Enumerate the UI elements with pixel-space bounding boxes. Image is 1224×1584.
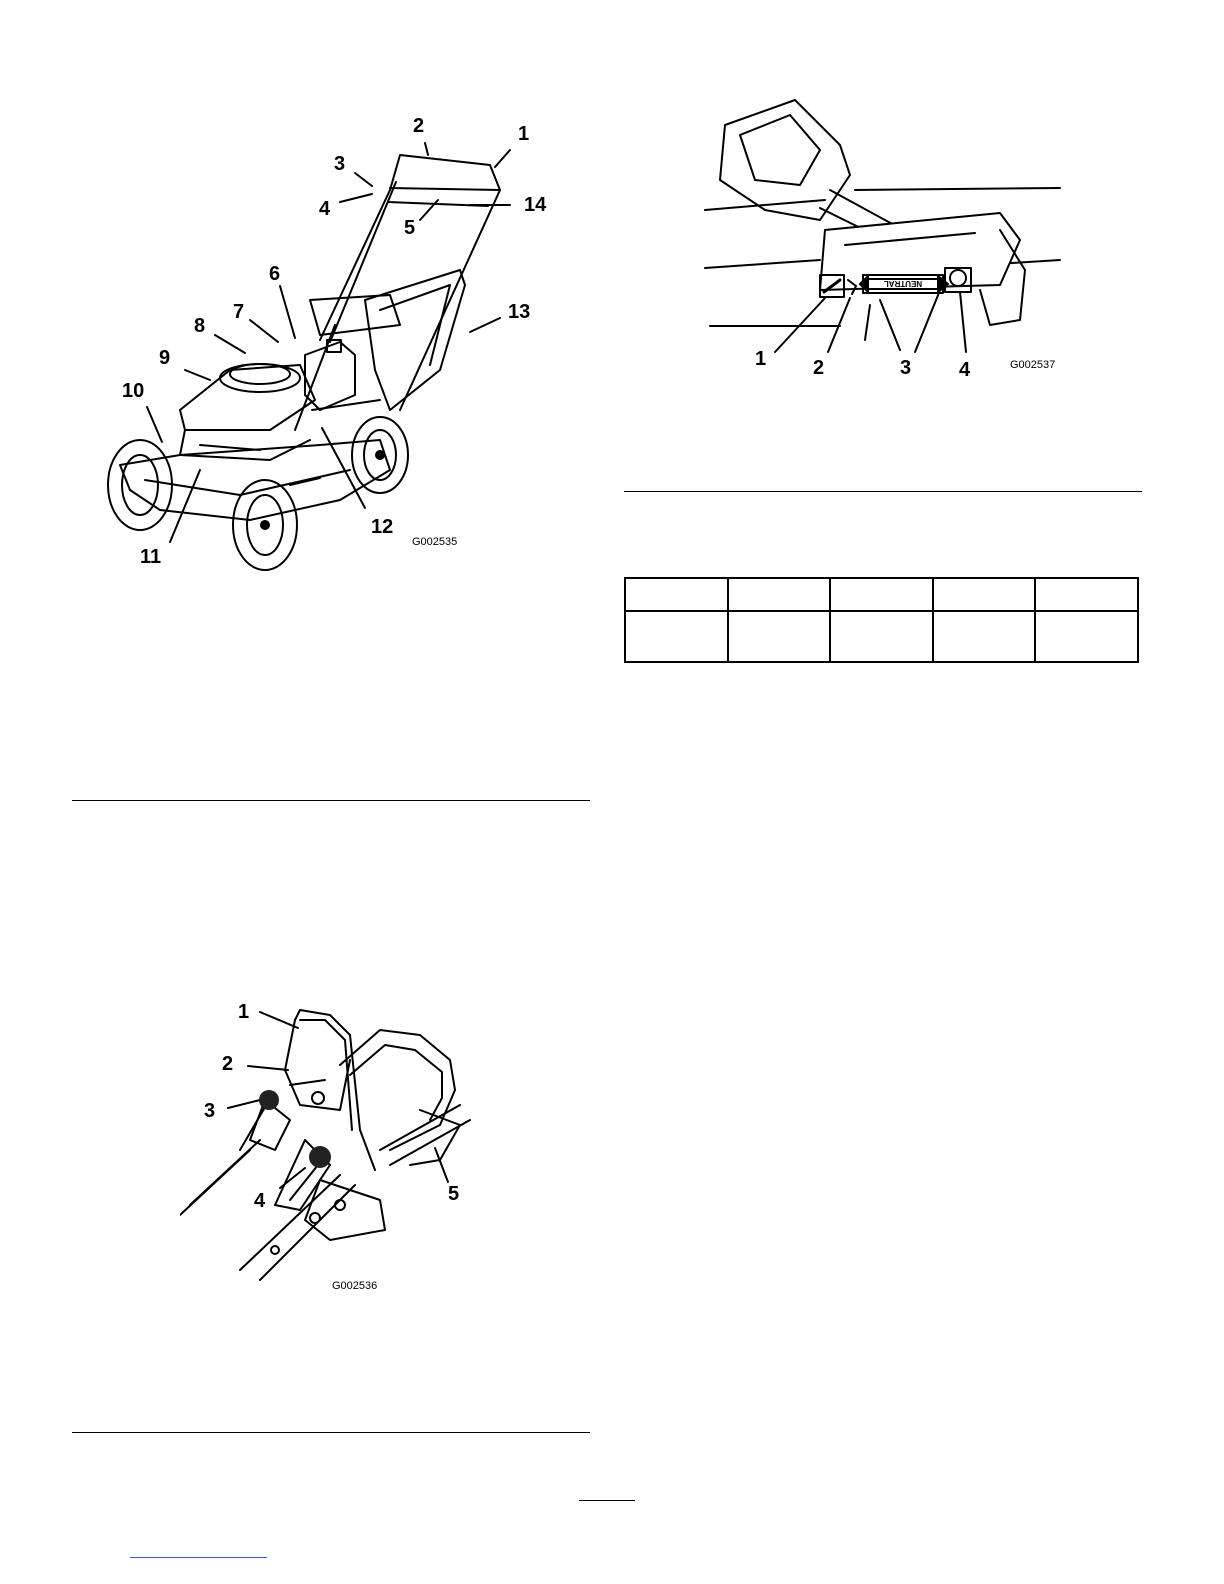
callout-8: 8 [194, 315, 206, 337]
shift-illustration [700, 90, 1070, 385]
callout-2: 2 [222, 1053, 234, 1075]
callout-4: 4 [254, 1190, 266, 1212]
callout-11: 11 [140, 546, 162, 568]
table-cell [728, 578, 831, 611]
callout-3: 3 [900, 357, 912, 379]
callout-1: 1 [518, 123, 530, 145]
table-cell [933, 578, 1036, 611]
section-rule-3 [624, 491, 1142, 492]
callout-4: 4 [959, 359, 971, 381]
callout-3: 3 [204, 1100, 216, 1122]
table-cell [625, 611, 728, 662]
table-cell [1035, 611, 1138, 662]
callout-2: 2 [813, 357, 825, 379]
shift-callouts [755, 348, 1055, 381]
figure-controls [180, 990, 490, 1295]
control-knobs [259, 1090, 331, 1168]
controls-illustration [180, 990, 490, 1295]
callout-1: 1 [238, 1001, 250, 1023]
callout-12: 12 [371, 516, 394, 538]
mower-illustration [90, 110, 570, 580]
table-header-row [625, 578, 1138, 611]
callout-9: 9 [159, 347, 171, 369]
table-cell [1035, 578, 1138, 611]
table-cell [728, 611, 831, 662]
figure-code: G002537 [1010, 359, 1056, 371]
callout-7: 7 [233, 301, 245, 323]
callout-1: 1 [755, 348, 767, 370]
section-rule-2 [72, 1432, 590, 1433]
callout-3: 3 [334, 153, 346, 175]
section-rule-1 [72, 800, 590, 801]
knob-lower [309, 1146, 331, 1168]
spec-table [624, 577, 1139, 663]
knob-upper [259, 1090, 279, 1110]
callout-6: 6 [269, 263, 281, 285]
callout-5: 5 [404, 217, 416, 239]
callout-4: 4 [319, 198, 331, 220]
figure-code: G002536 [332, 1280, 378, 1292]
callout-5: 5 [448, 1183, 460, 1205]
figure-mower [90, 110, 570, 580]
callout-13: 13 [508, 301, 531, 323]
decal-neutral-label: NEUTRAL [883, 279, 923, 288]
table-cell [830, 611, 933, 662]
callout-10: 10 [122, 380, 145, 402]
figure-shift [700, 90, 1070, 385]
table-cell [625, 578, 728, 611]
callout-14: 14 [524, 194, 547, 216]
table-cell [830, 578, 933, 611]
table-row [625, 611, 1138, 662]
footer-link-underline[interactable] [130, 1557, 267, 1558]
mower-callouts [122, 115, 547, 568]
page-number-rule [579, 1500, 635, 1501]
callout-2: 2 [413, 115, 425, 137]
figure-code: G002535 [412, 536, 458, 548]
table-cell [933, 611, 1036, 662]
